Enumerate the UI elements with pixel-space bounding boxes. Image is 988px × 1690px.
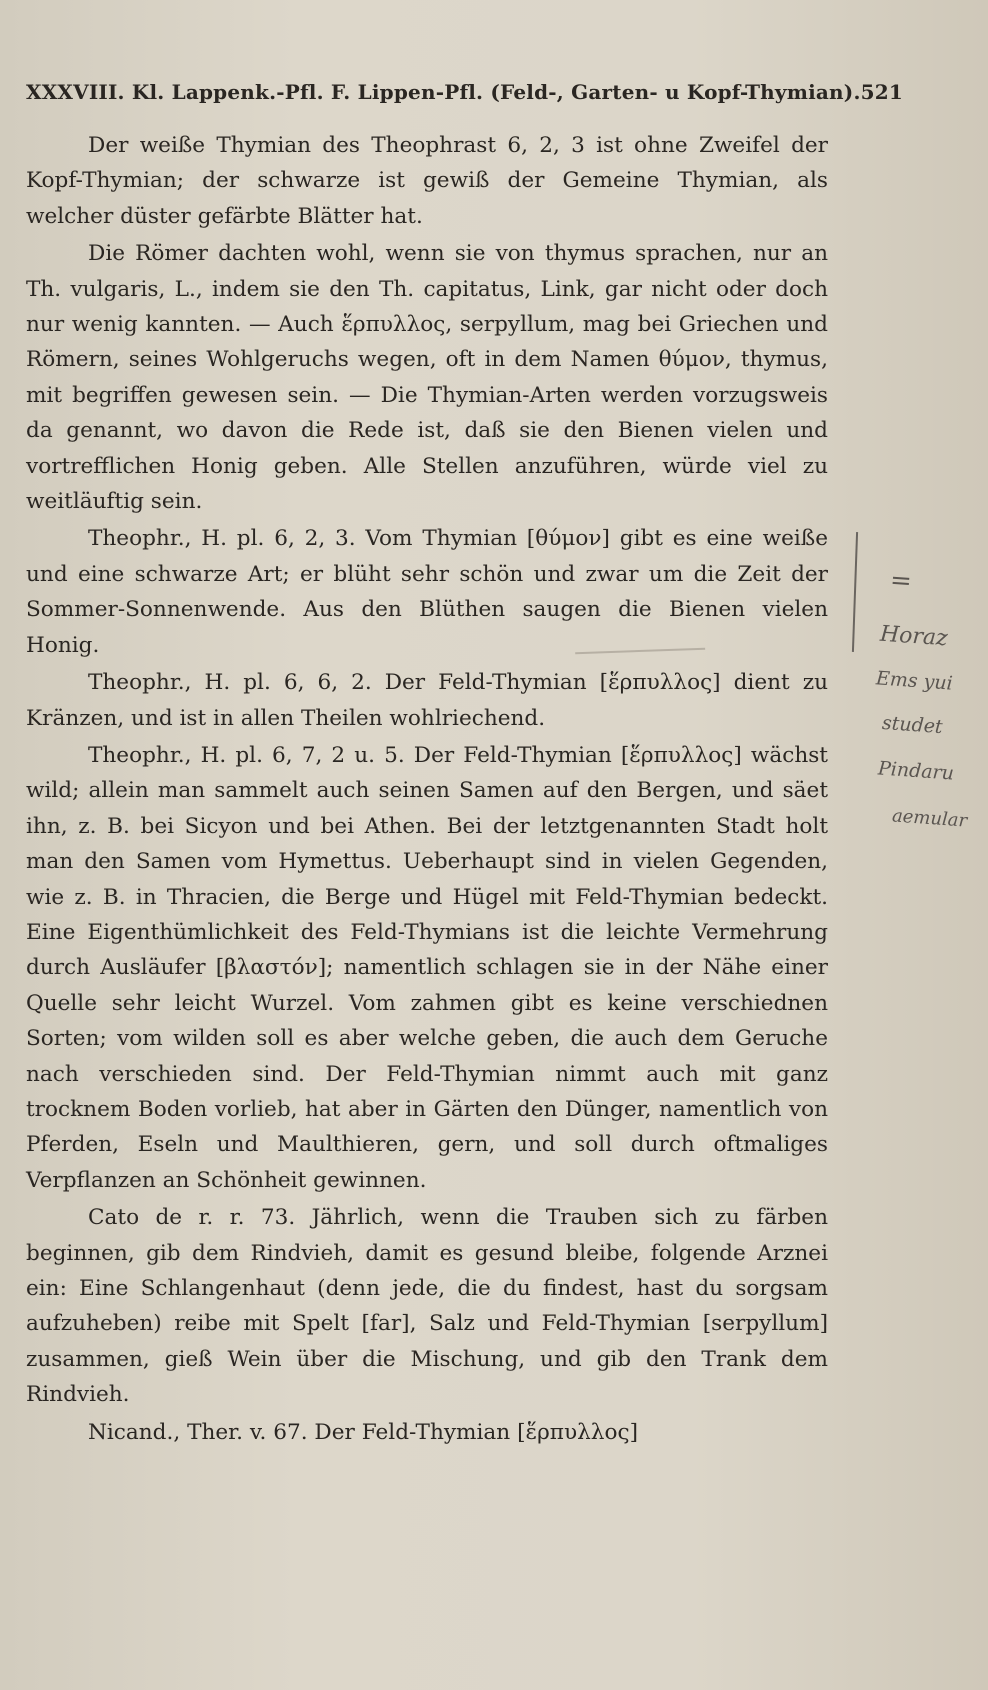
margin-note-line: Ems yui: [875, 667, 954, 695]
margin-note-line: =: [888, 565, 913, 597]
margin-note-line: aemular: [891, 805, 968, 832]
margin-bracket-line: [852, 532, 858, 652]
paragraph: Der weiße Thymian des Theophrast 6, 2, 3 ist ohne Zweifel der Kopf-Thymian; der schwarze ist gewiß der Gemeine Thymian, als welcher düster gefärbte Blätter hat.: [26, 133, 828, 229]
paragraph: Cato de r. r. 73. Jährlich, wenn die Trauben sich zu färben beginnen, gib dem Rindvieh, damit es gesund bleibe, folgende Arznei ein: Eine Schlangenhaut (denn jede, die du findest, hast du sorgsam aufzuheben) reibe mit Spelt [far], Salz und Feld-Thymian [serpyllum] zusammen, gieß Wein über die Mischung, und gib den Trank dem Rindvieh.: [26, 1205, 828, 1408]
page-number: 521: [860, 80, 903, 104]
paragraph: Die Römer dachten wohl, wenn sie von thymus sprachen, nur an Th. vulgaris, L., indem sie den Th. capitatus, Link, gar nicht oder doch nur wenig kannten. — Auch ἕρπυλλος, serpyllum, mag bei Griechen und Römern, seines Wohlgeruchs wegen, oft in dem Namen θύμον, thymus, mit begriffen gewesen sein. — Die Thymian-Arten werden vorzugsweis da genannt, wo davon die Rede ist, daß sie den Bienen vielen und vortrefflichen Honig geben. Alle Stellen anzuführen, würde viel zu weitläuftig sein.: [26, 241, 828, 515]
page-body: [26, 128, 828, 1450]
paragraph: Theophr., H. pl. 6, 7, 2 u. 5. Der Feld-Thymian [ἕρπυλλος] wächst wild; allein man sammelt auch seinen Samen auf den Bergen, und säet ihn, z. B. bei Sicyon und bei Athen. Bei der letztgenannten Stadt holt man den Samen vom Hymettus. Ueberhaupt sind in vielen Gegenden, wie z. B. in Thracien, die Berge und Hügel mit Feld-Thymian bedeckt. Eine Eigenthümlichkeit des Feld-Thymians ist die leichte Vermehrung durch Ausläufer [βλαστόν]; namentlich schlagen sie in der Nähe einer Quelle sehr leicht Wurzel. Vom zahmen gibt es keine verschiednen Sorten; vom wilden soll es aber welche geben, die auch dem Geruche nach verschieden sind. Der Feld-Thymian nimmt auch mit ganz trocknem Boden vorlieb, hat aber in Gärten den Dünger, namentlich von Pferden, Eseln und Maulthieren, gern, und soll durch oftmaliges Verpflanzen an Schönheit gewinnen.: [26, 742, 828, 1193]
margin-note-line: Pindaru: [877, 757, 955, 785]
running-header: [26, 80, 903, 104]
handwritten-margin-note: [842, 520, 988, 860]
header-title: XXXVIII. Kl. Lappenk.-Pfl. F. Lippen-Pfl. (Feld-, Garten- u Kopf-Thymian).: [26, 80, 861, 104]
paragraph: Theophr., H. pl. 6, 6, 2. Der Feld-Thymian [ἕρπυλλος] dient zu Kränzen, und ist in allen Theilen wohlriechend.: [26, 670, 828, 731]
paragraph: Theophr., H. pl. 6, 2, 3. Vom Thymian [θύμον] gibt es eine weiße und eine schwarze Art; er blüht sehr schön und zwar um die Zeit der Sommer-Sonnenwende. Aus den Blüthen saugen die Bienen vielen Honig.: [26, 526, 828, 658]
paragraph: Nicand., Ther. v. 67. Der Feld-Thymian [ἕρπυλλος]: [88, 1419, 638, 1445]
margin-note-line: studet: [881, 711, 944, 739]
margin-note-line: Horaz: [879, 621, 949, 652]
